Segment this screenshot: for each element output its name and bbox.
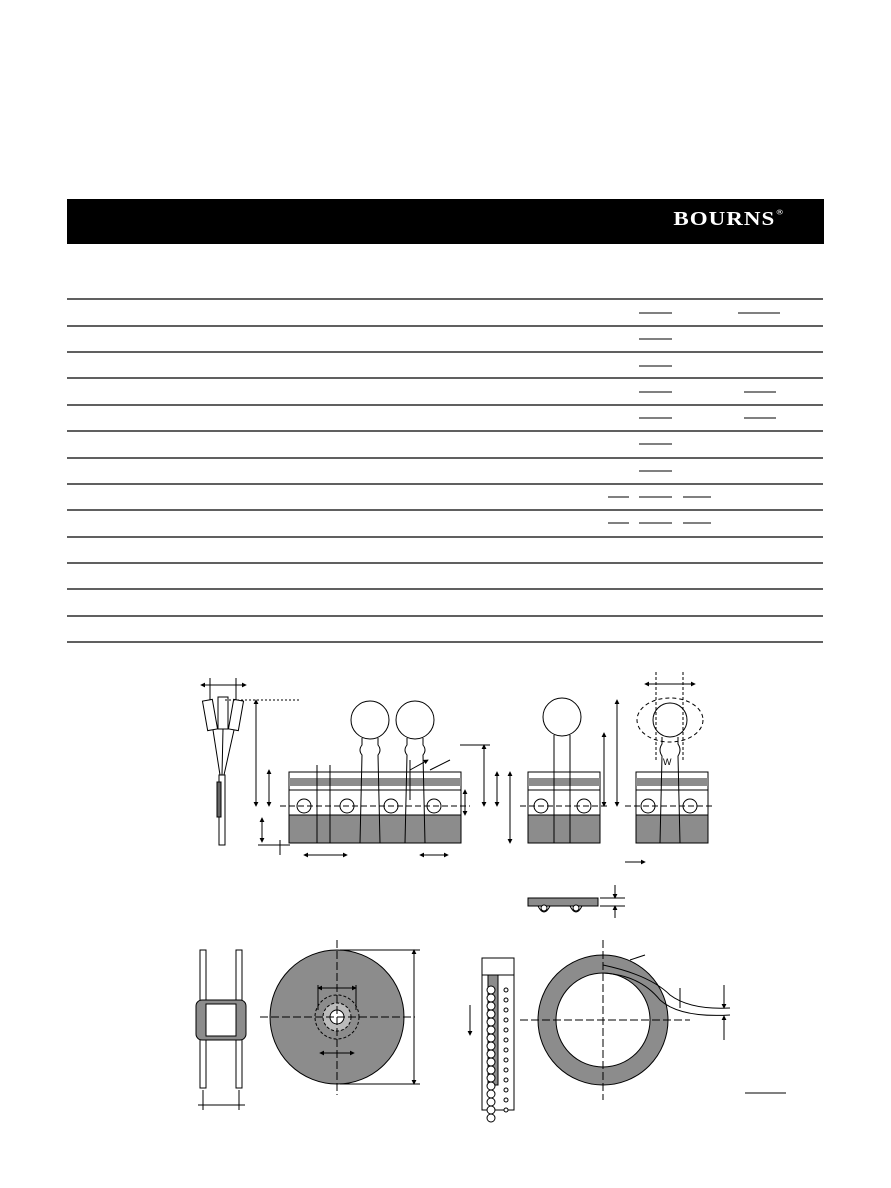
taped-radial-side-view-icon (201, 678, 300, 855)
taped-radial-front-view-icon (280, 701, 510, 855)
lead-mark-label: W (663, 757, 672, 767)
reel-side-view-icon (196, 950, 246, 1110)
single-radial-view-icon (520, 698, 617, 843)
registered-mark: ® (776, 207, 784, 217)
reel-front-view-icon (260, 940, 420, 1095)
ammo-pack-view-icon (470, 958, 514, 1122)
tape-reel-view-icon (520, 940, 786, 1100)
brand-text: BOURNS (673, 207, 776, 230)
tape-section-icon (528, 885, 625, 918)
kinked-lead-view-icon (625, 672, 715, 862)
